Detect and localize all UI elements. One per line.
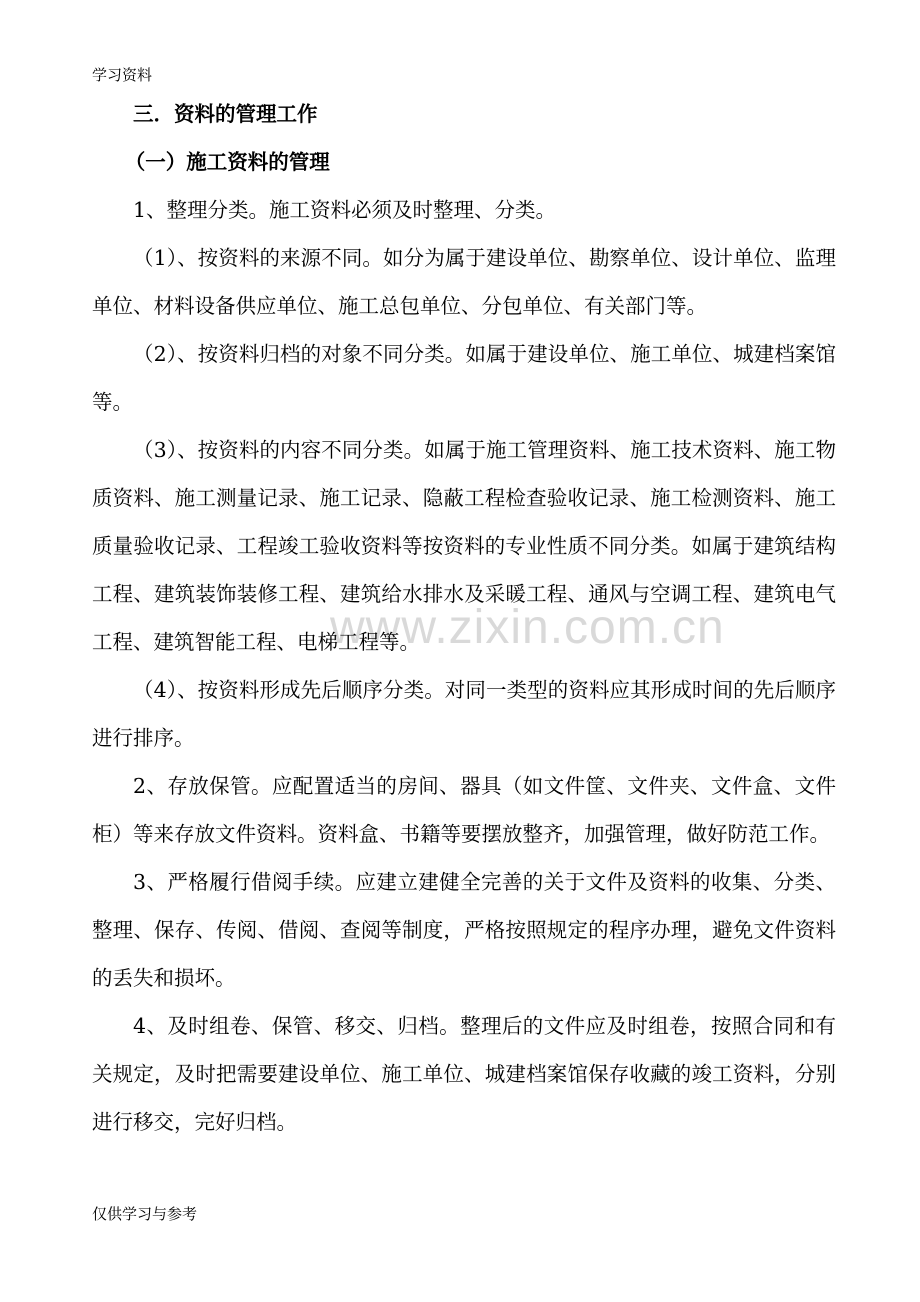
paragraph: 2、存放保管。应配置适当的房间、器具（如文件筐、文件夹、文件盒、文件柜）等来存放文件资料。资料盒、书籍等要摆放整齐，加强管理，做好防范工作。	[92, 774, 836, 846]
page-header: 学习资料	[92, 66, 153, 84]
subsection-heading: （一）施工资料的管理	[124, 150, 330, 174]
watermark: www.zixin.com.cn	[330, 601, 725, 654]
paragraph: （1）、按资料的来源不同。如分为属于建设单位、勘察单位、设计单位、监理单位、材料设备供应单位、施工总包单位、分包单位、有关部门等。	[92, 246, 836, 318]
paragraph: 3、严格履行借阅手续。应建立建健全完善的关于文件及资料的收集、分类、整理、保存、传阅、借阅、查阅等制度，严格按照规定的程序办理，避免文件资料的丢失和损坏。	[92, 870, 836, 990]
paragraph: （2）、按资料归档的对象不同分类。如属于建设单位、施工单位、城建档案馆等。	[92, 342, 836, 414]
paragraph: 4、及时组卷、保管、移交、归档。整理后的文件应及时组卷，按照合同和有关规定，及时把需要建设单位、施工单位、城建档案馆保存收藏的竣工资料，分别进行移交，完好归档。	[92, 1014, 836, 1134]
document-body	[92, 90, 836, 1146]
section-heading: 三．资料的管理工作	[133, 102, 318, 126]
paragraph: （3）、按资料的内容不同分类。如属于施工管理资料、施工技术资料、施工物质资料、施工测量记录、施工记录、隐蔽工程检查验收记录、施工检测资料、施工质量验收记录、工程竣工验收资料等按资料的专业性质不同分类。如属于建筑结构工程、建筑装饰装修工程、建筑给水排水及采暖工程、通风与空调工程、建筑电气工程、建筑智能工程、电梯工程等。	[92, 438, 836, 654]
page-footer: 仅供学习与参考	[92, 1205, 198, 1223]
paragraph: （4）、按资料形成先后顺序分类。对同一类型的资料应其形成时间的先后顺序进行排序。	[92, 678, 836, 750]
paragraph: 1、整理分类。施工资料必须及时整理、分类。	[133, 198, 557, 222]
